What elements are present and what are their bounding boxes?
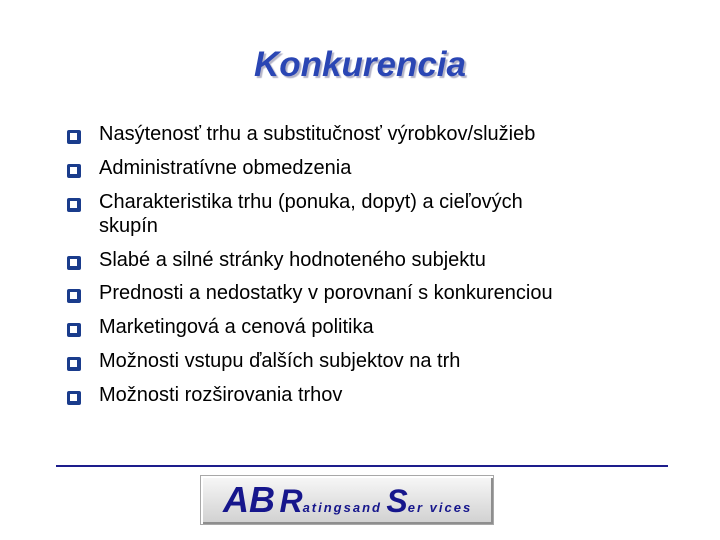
checkbox-square-icon xyxy=(66,163,82,179)
bullet-text: Charakteristika trhu (ponuka, dopyt) a cieľových xyxy=(99,190,523,213)
bullet-item xyxy=(66,156,686,180)
company-logo xyxy=(200,475,494,525)
checkbox-square-icon xyxy=(66,356,82,372)
checkbox-square-icon xyxy=(66,322,82,338)
bullet-text-continuation: skupín xyxy=(99,214,158,237)
logo-text xyxy=(223,480,472,528)
checkbox-square-icon xyxy=(66,255,82,271)
bullet-text: Marketingová a cenová politika xyxy=(99,316,374,339)
bullet-item xyxy=(66,383,686,407)
checkbox-square-icon xyxy=(66,197,82,213)
bullet-item xyxy=(66,315,686,339)
bullet-text: Prednosti a nedostatky v porovnaní s konkurenciou xyxy=(99,282,553,305)
logo-services: er vices xyxy=(407,500,473,515)
bullet-text: Slabé a silné stránky hodnoteného subjektu xyxy=(99,248,486,271)
bullet-text: Administratívne obmedzenia xyxy=(99,156,352,179)
bullet-text: Možnosti rozširovania trhov xyxy=(99,383,343,406)
slide-title: Konkurencia xyxy=(254,45,466,84)
bullet-item xyxy=(66,190,686,239)
checkbox-square-icon xyxy=(66,129,82,145)
bullet-item xyxy=(66,122,686,146)
bullet-text: Možnosti vstupu ďalších subjektov na trh xyxy=(99,350,461,373)
bullet-item xyxy=(66,281,686,305)
bullet-list xyxy=(66,122,686,417)
logo-ab: AB xyxy=(223,479,275,520)
bullet-text: Nasýtenosť trhu a substitučnosť výrobkov/služieb xyxy=(99,123,536,145)
logo-r: R xyxy=(279,483,303,519)
logo-s: S xyxy=(386,483,408,519)
logo-ratings: atingsand xyxy=(302,500,382,515)
bullet-item xyxy=(66,248,686,272)
bullet-item xyxy=(66,349,686,373)
checkbox-square-icon xyxy=(66,390,82,406)
divider-line xyxy=(56,465,668,467)
checkbox-square-icon xyxy=(66,288,82,304)
